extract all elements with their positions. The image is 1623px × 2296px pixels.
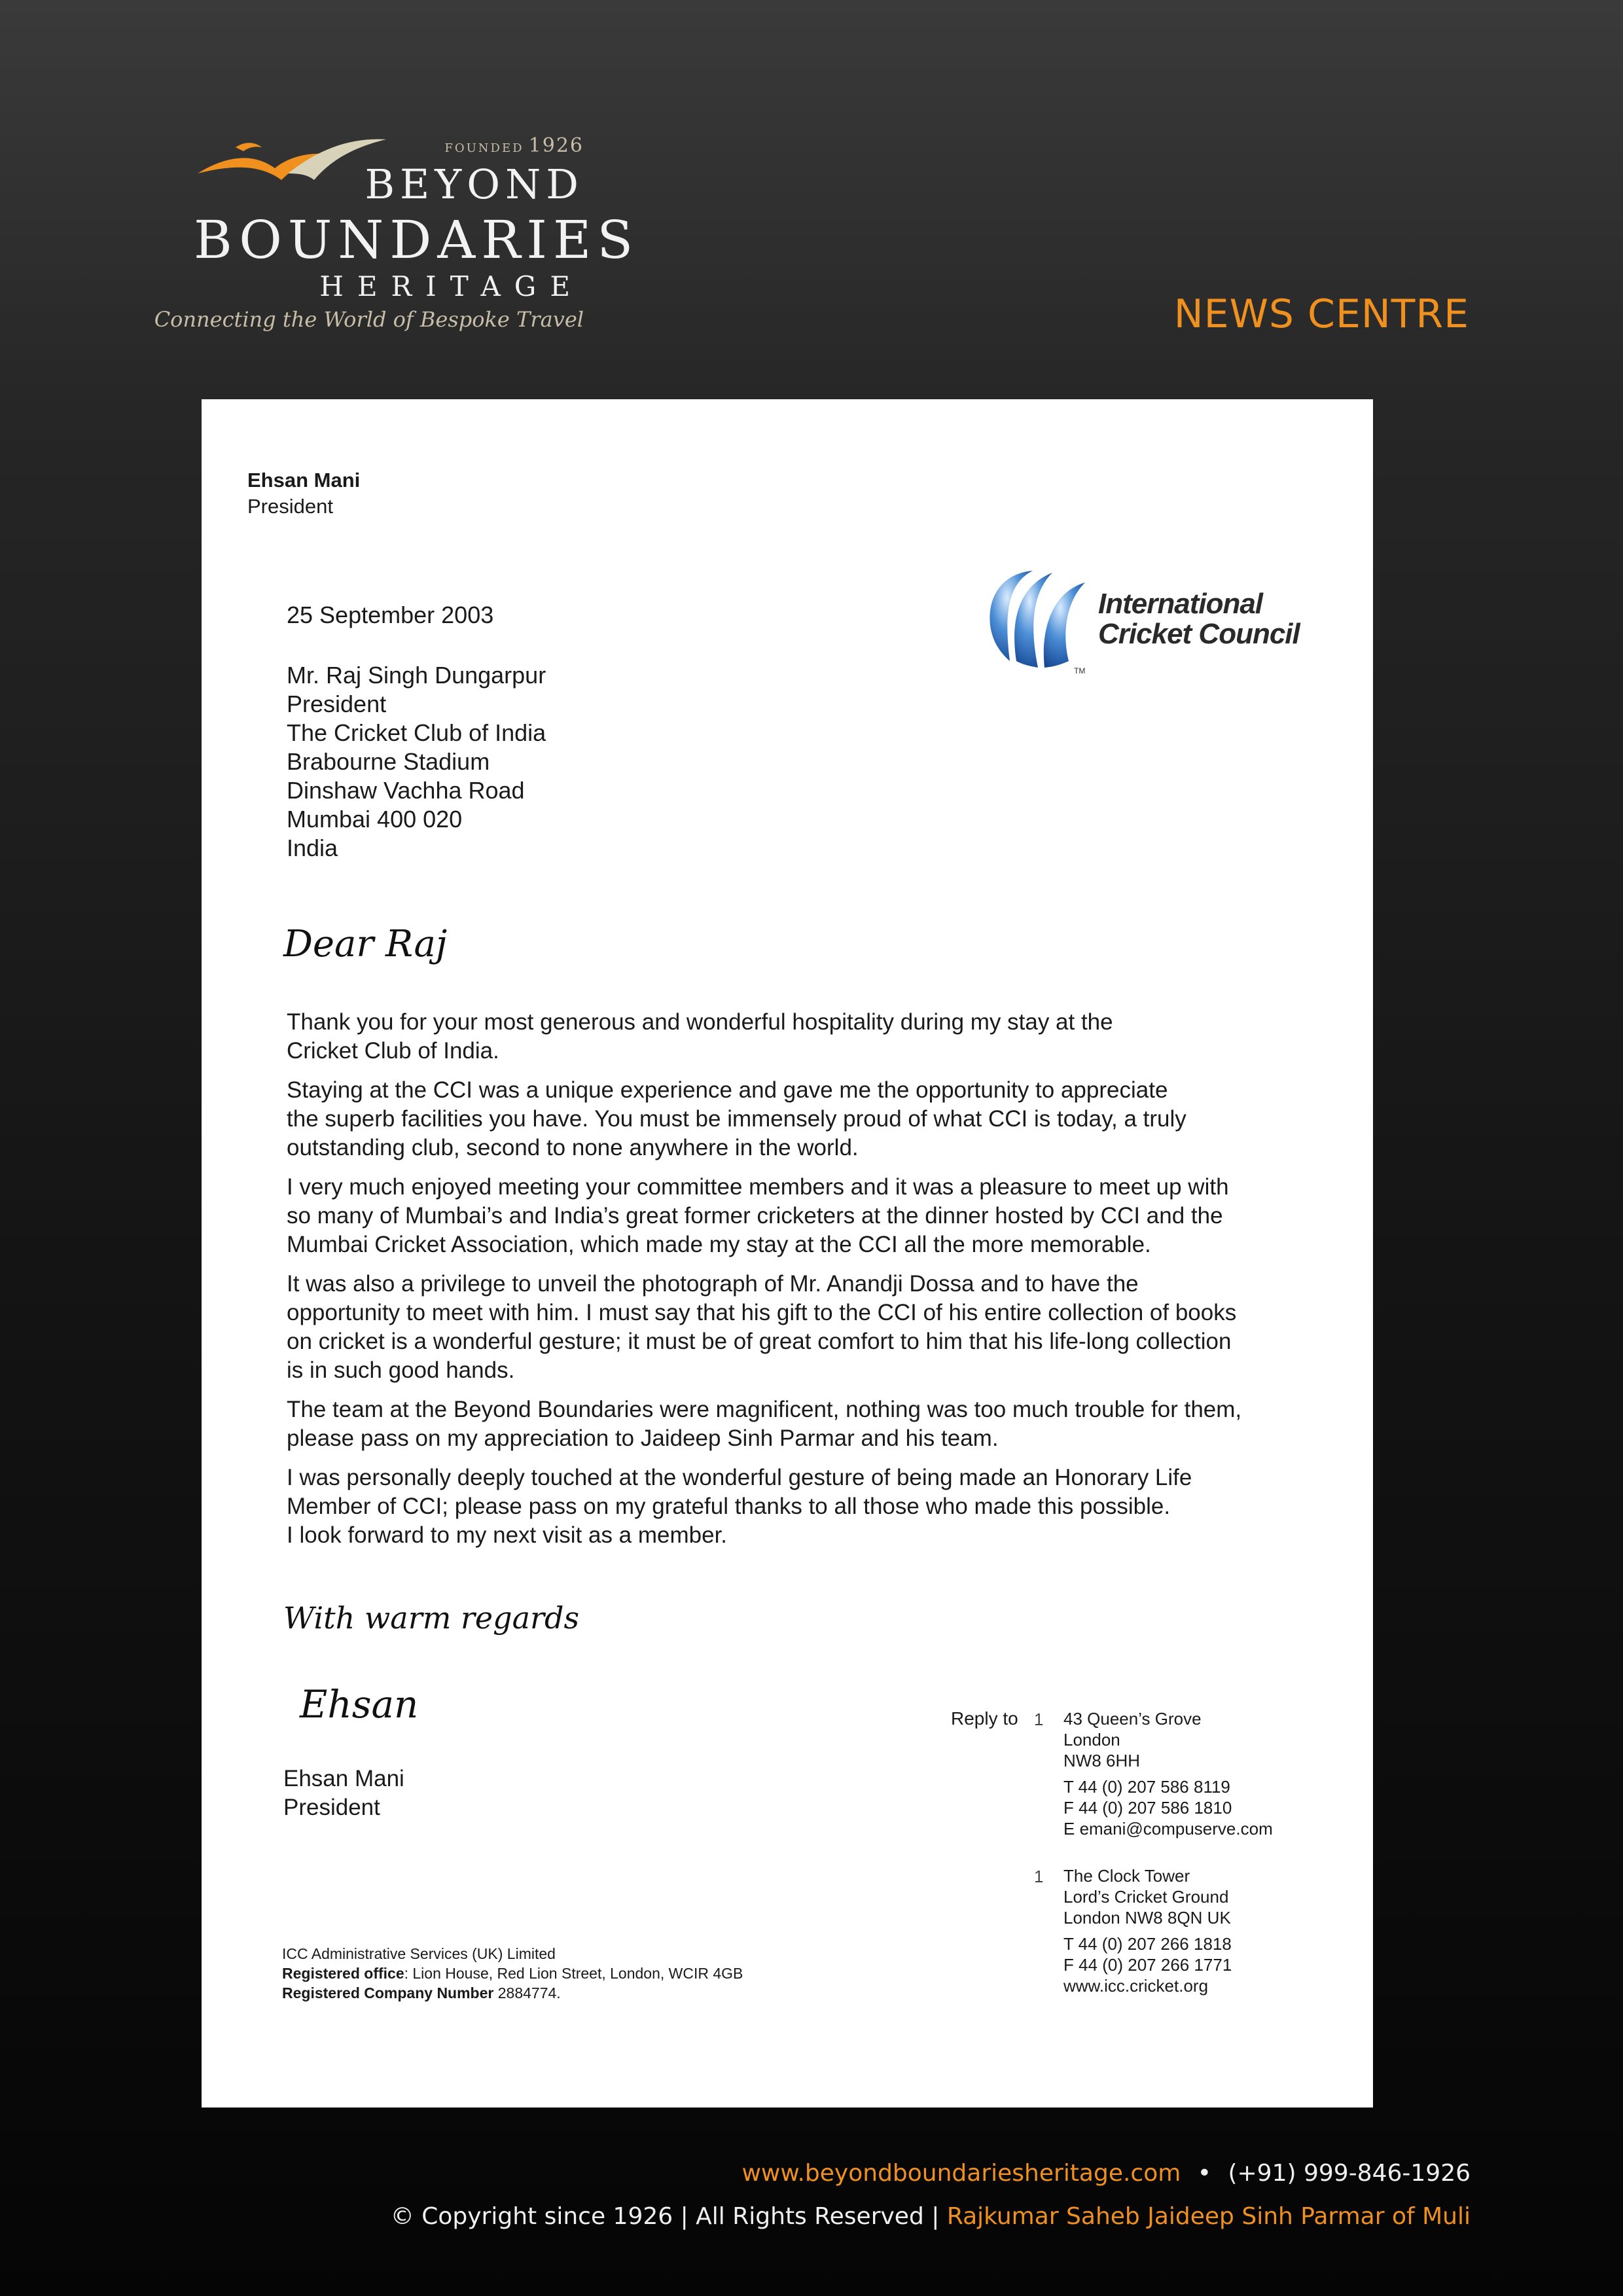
footer-contact	[741, 2160, 1471, 2187]
reply-address-number: 1	[1034, 1710, 1044, 1729]
handwritten-closing: With warm regards	[283, 1600, 580, 1636]
reply-address-number: 1	[1034, 1867, 1044, 1886]
icc-logo-text: International Cricket Council	[1098, 588, 1300, 650]
logo-founded: FOUNDED 1926	[444, 134, 584, 157]
letterhead-name: Ehsan Mani	[247, 469, 361, 492]
registration-details: ICC Administrative Services (UK) Limited Registered office: Lion House, Red Lion Street, London, WCIR 4GB Registered Company Number 2884774.	[282, 1945, 743, 2001]
logo-boundaries: BOUNDARIES	[194, 209, 639, 270]
footer-separator: •	[1197, 2160, 1212, 2187]
signatory-name: Ehsan Mani	[283, 1766, 404, 1791]
letter-paragraph: I very much enjoyed meeting your committee members and it was a pleasure to meet up with so many of Mumbai’s and India’s great former cricketers at the dinner hosted by CCI and the Mumbai Cricket Association, which made my stay at the CCI all the more memorable.	[287, 1174, 1229, 1257]
letter-paragraph: Staying at the CCI was a unique experience and gave me the opportunity to appreciate the superb facilities you have. You must be immensely proud of what CCI is today, a truly outstanding club, second to none anywhere in the world.	[287, 1077, 1186, 1160]
letter-document	[202, 399, 1373, 2108]
recipient-address: Mr. Raj Singh Dungarpur President The Cricket Club of India Brabourne Stadium Dinshaw Vachha Road Mumbai 400 020 India	[287, 662, 546, 861]
icc-stumps-logo-icon	[980, 563, 1098, 681]
reply-to-label: Reply to	[951, 1708, 1018, 1729]
logo-heritage: HERITAGE	[319, 270, 584, 302]
brand-logo	[154, 128, 639, 344]
section-title: NEWS CENTRE	[1173, 291, 1469, 337]
logo-tagline: Connecting the World of Bespoke Travel	[154, 307, 584, 332]
reply-address-block: The Clock Tower Lord’s Cricket Ground London NW8 8QN UK T 44 (0) 207 266 1818 F 44 (0) 207 266 1771 www.icc.cricket.org	[1063, 1866, 1232, 1996]
icc-trademark: TM	[1074, 666, 1086, 675]
letter-paragraph: Thank you for your most generous and wonderful hospitality during my stay at the Cricket Club of India.	[287, 1009, 1113, 1064]
copyright-text: © Copyright since 1926 | All Rights Reserved |	[390, 2203, 940, 2230]
letter-date: 25 September 2003	[287, 601, 494, 628]
footer-phone: (+91) 999-846-1926	[1228, 2160, 1471, 2187]
letter-paragraph: I was personally deeply touched at the wonderful gesture of being made an Honorary Life Member of CCI; please pass on my grateful thanks to all those who made this possible. I look forward to my next visit as a member.	[287, 1465, 1192, 1548]
signatory-title: President	[283, 1795, 380, 1820]
footer-owner: Rajkumar Saheb Jaideep Sinh Parmar of Muli	[946, 2203, 1471, 2230]
handwritten-signature: Ehsan	[300, 1682, 419, 1727]
handwritten-salutation: Dear Raj	[283, 923, 448, 965]
reply-address-block: 43 Queen’s Grove London NW8 6HH T 44 (0) 207 586 8119 F 44 (0) 207 586 1810 E emani@compuserve.com	[1063, 1709, 1273, 1839]
footer-website-link[interactable]: www.beyondboundariesheritage.com	[741, 2160, 1181, 2187]
letterhead-title: President	[247, 495, 333, 518]
letter-paragraph: The team at the Beyond Boundaries were magnificent, nothing was too much trouble for them, please pass on my appreciation to Jaideep Sinh Parmar and his team.	[287, 1397, 1242, 1451]
footer-copyright	[391, 2203, 1471, 2230]
logo-beyond: BEYOND	[365, 160, 584, 208]
letter-paragraph: It was also a privilege to unveil the photograph of Mr. Anandji Dossa and to have the opportunity to meet with him. I must say that his gift to the CCI of his entire collection of books on cricket is a wonderful gesture; it must be of great comfort to him that his life-long collection is in such good hands.	[287, 1271, 1237, 1383]
